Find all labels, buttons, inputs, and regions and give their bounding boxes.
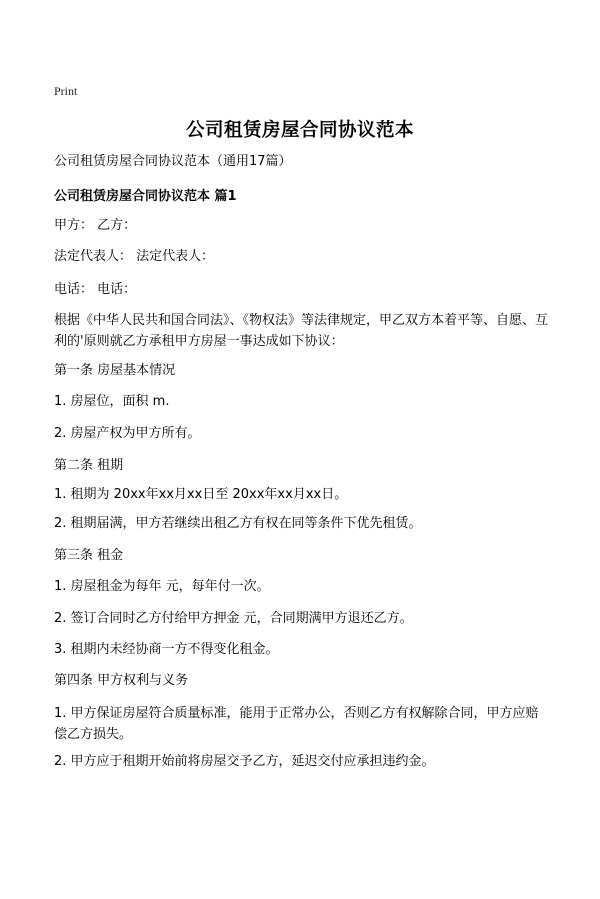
document-subtitle: 公司租赁房屋合同协议范本（通用17篇） [54,154,292,169]
document-title: 公司租赁房屋合同协议范本 [185,120,414,141]
preamble-paragraph: 根据《中华人民共和国合同法》、《物权法》等法律规定，甲乙双方本着平等、自愿、互利的'原则就乙方承租甲方房屋一事达成如下协议： [54,313,549,349]
party-line: 甲方： 乙方： [54,218,137,233]
article-heading: 第二条 租期 [54,458,124,473]
print-link[interactable]: Print [54,84,78,98]
article-heading: 第一条 房屋基本情况 [54,363,176,378]
clause-item: 1. 甲方保证房屋符合质量标准，能用于正常办公，否则乙方有权解除合同，甲方应赔偿乙方损失。 [54,706,539,742]
article-heading: 第三条 租金 [54,548,124,563]
phone-line: 电话： 电话： [54,282,137,297]
clause-item: 3. 租期内未经协商一方不得变化租金。 [54,642,279,657]
representative-line: 法定代表人： 法定代表人： [54,249,215,264]
clause-item: 2. 房屋产权为甲方所有。 [54,426,201,441]
clause-item: 1. 租期为 20xx年xx月xx日至 20xx年xx月xx日。 [54,487,348,502]
article-heading: 第四条 甲方权利与义务 [54,673,189,688]
clause-item: 1. 房屋位，面积 m. [54,394,170,409]
clause-item: 2. 租期届满，甲方若继续出租乙方有权在同等条件下优先租赁。 [54,516,422,531]
clause-item: 2. 甲方应于租期开始前将房屋交予乙方，延迟交付应承担违约金。 [54,754,435,769]
clause-item: 1. 房屋租金为每年 元，每年付一次。 [54,579,270,594]
clause-item: 2. 签订合同时乙方付给甲方押金 元，合同期满甲方退还乙方。 [54,611,413,626]
section-heading: 公司租赁房屋合同协议范本 篇1 [54,189,237,204]
